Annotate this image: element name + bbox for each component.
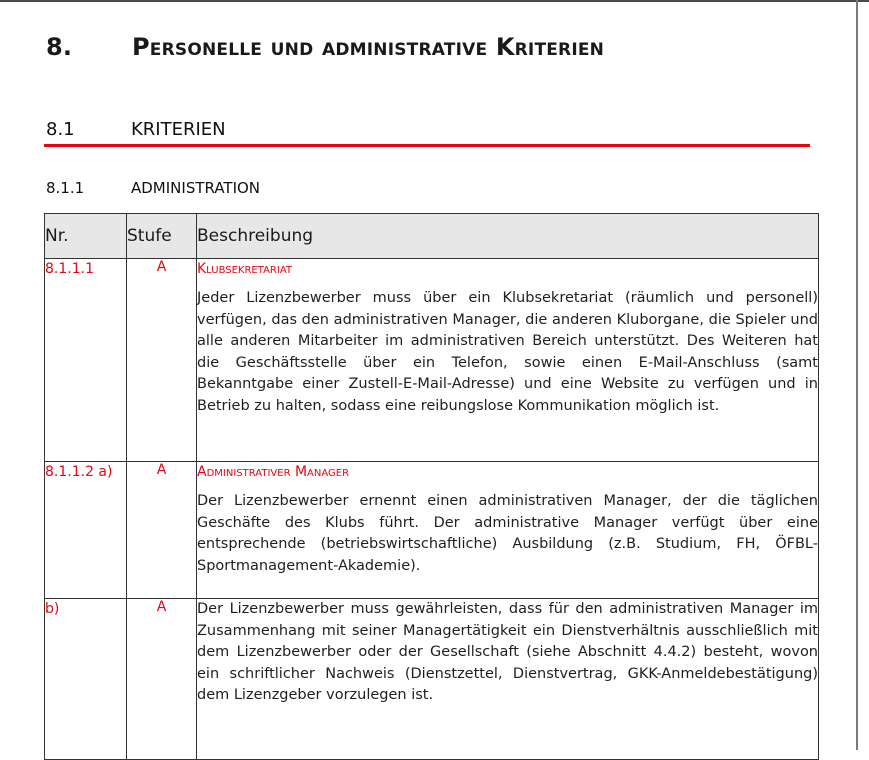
criteria-table	[44, 213, 819, 760]
header-stufe: Stufe	[127, 214, 197, 259]
row-stufe: A	[127, 259, 197, 462]
table-row	[45, 462, 819, 599]
row-number: 8.1.1.1	[45, 259, 127, 462]
row-stufe: A	[127, 462, 197, 599]
subsubsection-number: 8.1.1	[46, 179, 85, 197]
section-title: Personelle und administrative Kriterien	[132, 33, 605, 61]
table-row	[45, 259, 819, 462]
row-text: Jeder Lizenzbewerber muss über ein Klubsekretariat (räumlich und personell) verfügen, das den administrativen Manager, die anderen Kluborgane, die Spieler und alle anderen Mitarbeiter im administrativen Bereich unterstützt. Des Weiteren hat die Geschäftsstelle über ein Telefon, sowie einen E-Mail-Anschluss (samt Bekanntgabe einer Zustell-E-Mail-Adresse) und eine Website zu verfügen und in Betrieb zu halten, sodass eine reibungslose Kommunikation möglich ist.	[197, 290, 818, 414]
section-number: 8.	[46, 33, 73, 61]
subsection-number: 8.1	[46, 119, 75, 140]
row-description	[197, 599, 819, 760]
row-title: Klubsekretariat	[197, 261, 292, 277]
subsubsection-title: ADMINISTRATION	[131, 179, 261, 197]
row-description	[197, 259, 819, 462]
table-row	[45, 599, 819, 760]
table-header-row	[45, 214, 819, 259]
row-stufe: A	[127, 599, 197, 760]
header-beschreibung: Beschreibung	[197, 214, 819, 259]
row-text: Der Lizenzbewerber ernennt einen administrativen Manager, der die täglichen Geschäfte des Klubs führt. Der administrative Manager verfügt über eine entsprechende (betriebswirtschaftliche) Ausbildung (z.B. Studium, FH, ÖFBL-Sportmanagement-Akademie).	[197, 493, 818, 574]
row-title: Administrativer Manager	[197, 464, 350, 480]
row-number: b)	[45, 599, 127, 760]
row-description	[197, 462, 819, 599]
row-number: 8.1.1.2 a)	[45, 462, 127, 599]
page-top-border	[0, 0, 869, 2]
header-nr: Nr.	[45, 214, 127, 259]
subsection-red-rule	[44, 144, 810, 147]
page-right-border	[856, 0, 858, 750]
row-text: Der Lizenzbewerber muss gewährleisten, dass für den administrativen Manager im Zusammenhang mit seiner Managertätigkeit ein Dienstverhältnis ausschließlich mit dem Lizenzbewerber oder der Gesellschaft (siehe Abschnitt 4.4.2) besteht, wovon ein schriftlicher Nachweis (Dienstzettel, Dienstvertrag, GKK-Anmeldebestätigung) dem Lizenzgeber vorzulegen ist.	[197, 601, 818, 704]
subsection-title: KRITERIEN	[131, 119, 226, 140]
